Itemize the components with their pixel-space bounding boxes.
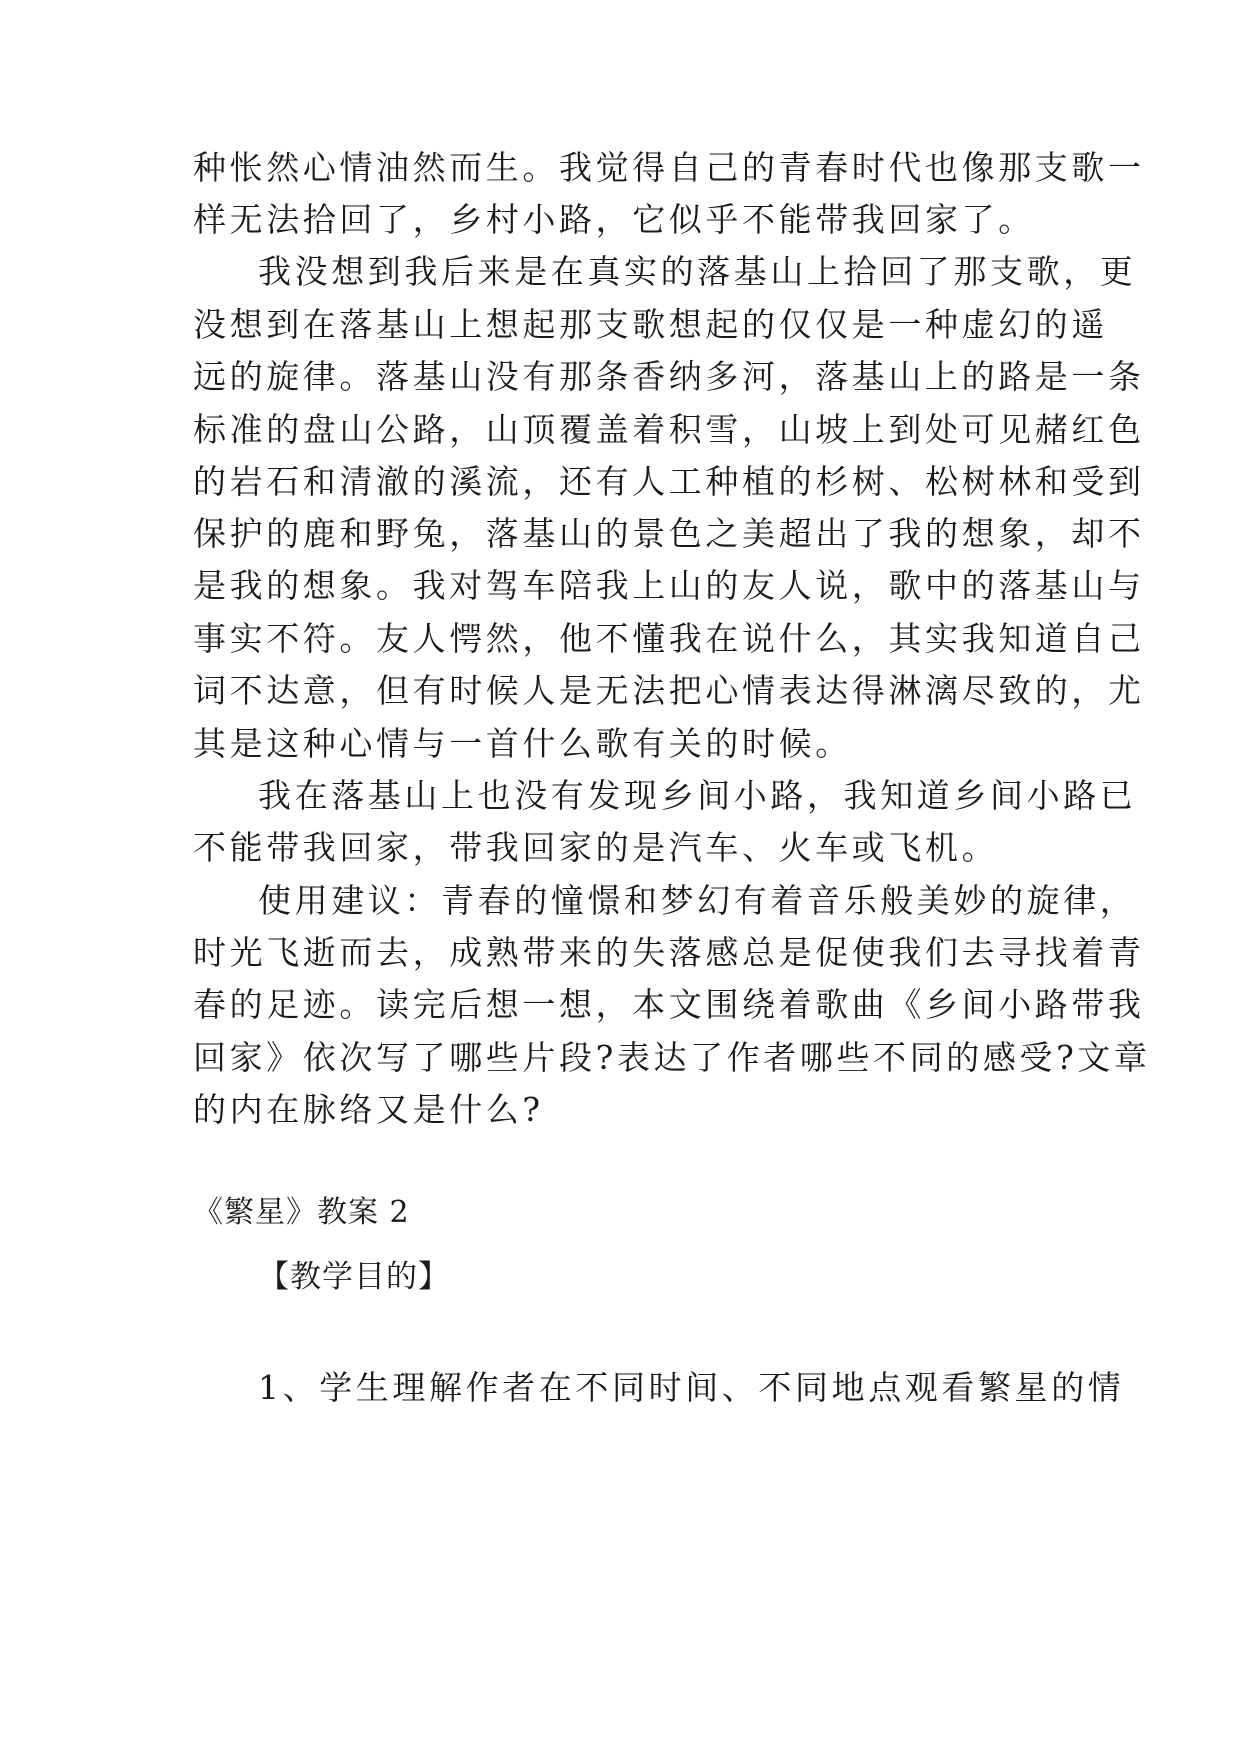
paragraph-line: 时光飞逝而去，成熟带来的失落感总是促使我们去寻找着青 — [193, 933, 1145, 972]
paragraph-line: 保护的鹿和野兔，落基山的景色之美超出了我的想象，却不 — [193, 514, 1145, 553]
paragraph-line: 事实不符。友人愕然，他不懂我在说什么，其实我知道自己 — [193, 619, 1145, 658]
paragraph-line: 其是这种心情与一首什么歌有关的时候。 — [193, 724, 852, 763]
paragraph-line: 没想到在落基山上想起那支歌想起的仅仅是一种虚幻的遥 — [193, 305, 1108, 344]
paragraph-line: 词不达意，但有时候人是无法把心情表达得淋漓尽致的，尤 — [193, 671, 1145, 710]
paragraph-line: 回家》依次写了哪些片段?表达了作者哪些不同的感受?文章 — [193, 1038, 1151, 1077]
paragraph-line: 春的足迹。读完后想一想，本文围绕着歌曲《乡间小路带我 — [193, 985, 1145, 1024]
paragraph-line: 我在落基山上也没有发现乡间小路，我知道乡间小路已 — [258, 776, 1137, 815]
section-title: 《繁星》教案 2 — [193, 1195, 410, 1230]
paragraph-line: 种怅然心情油然而生。我觉得自己的青春时代也像那支歌一 — [193, 148, 1145, 187]
paragraph-line: 标准的盘山公路，山顶覆盖着积雪，山坡上到处可见赭红色 — [193, 410, 1145, 449]
paragraph-line: 使用建议：青春的憧憬和梦幻有着音乐般美妙的旋律， — [258, 881, 1137, 920]
paragraph-line: 的岩石和清澈的溪流，还有人工种植的杉树、松树林和受到 — [193, 462, 1145, 501]
paragraph-line: 我没想到我后来是在真实的落基山上拾回了那支歌，更 — [258, 252, 1137, 291]
paragraph-line: 远的旋律。落基山没有那条香纳多河，落基山上的路是一条 — [193, 357, 1145, 396]
paragraph-line: 的内在脉络又是什么? — [193, 1090, 544, 1129]
list-item: 1、学生理解作者在不同时间、不同地点观看繁星的情 — [258, 1368, 1125, 1407]
paragraph-line: 不能带我回家，带我回家的是汽车、火车或飞机。 — [193, 828, 999, 867]
subsection-title: 【教学目的】 — [258, 1259, 450, 1295]
paragraph-line: 是我的想象。我对驾车陪我上山的友人说，歌中的落基山与 — [193, 566, 1145, 605]
paragraph-line: 样无法拾回了，乡村小路，它似乎不能带我回家了。 — [193, 200, 1035, 239]
